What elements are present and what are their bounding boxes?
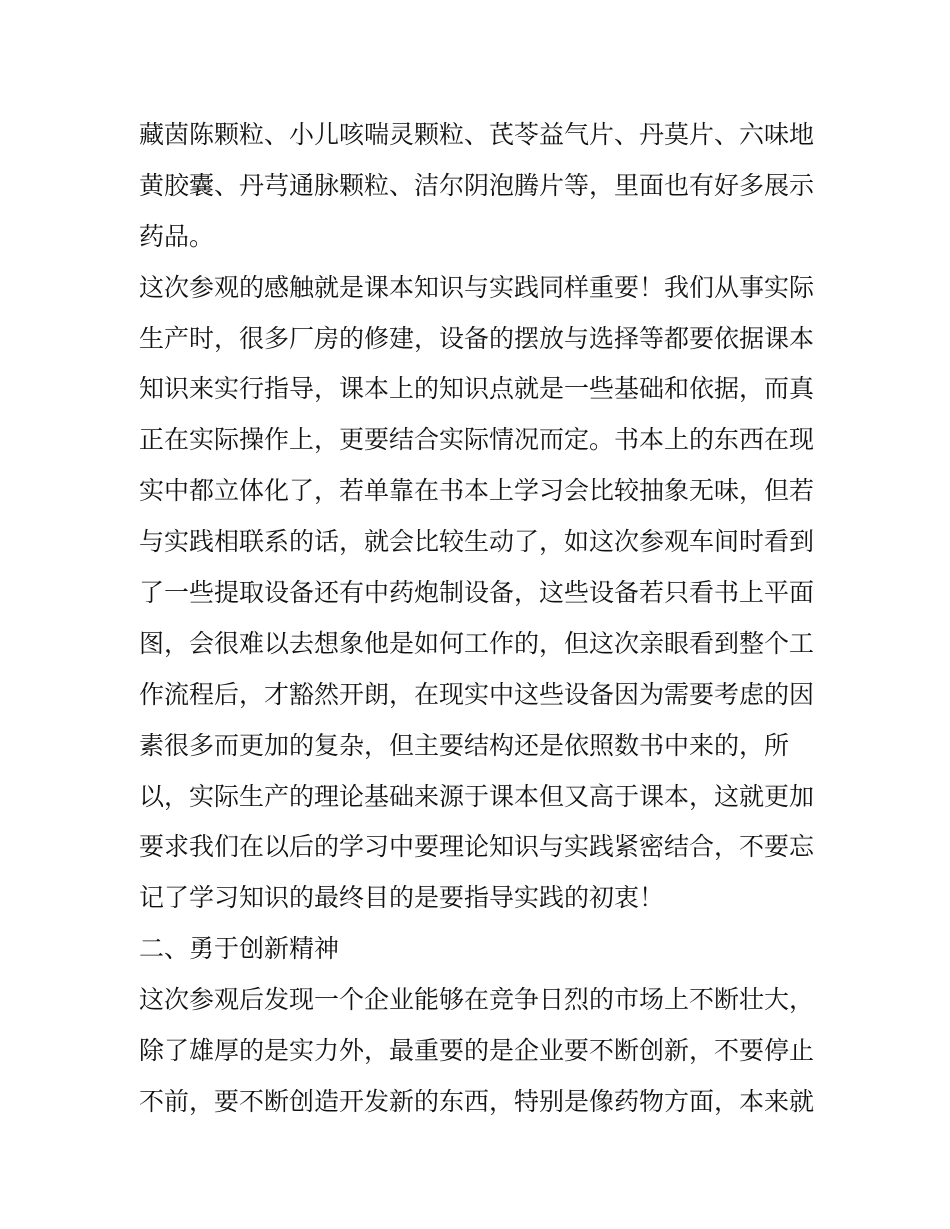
text-line: 生产时，很多厂房的修建，设备的摆放与选择等都要依据课本 [139,323,815,353]
section-heading: 二、勇于创新精神 [139,934,340,964]
body-text [139,110,819,1128]
text-line: 这次参观的感触就是课本知识与实践同样重要！我们从事实际 [139,272,815,302]
text-line: 素很多而更加的复杂，但主要结构还是依照数书中来的，所 [139,730,790,760]
text-line: 作流程后，才豁然开朗，在现实中这些设备因为需要考虑的因 [139,679,815,709]
text-line: 藏茵陈颗粒、小儿咳喘灵颗粒、芪苓益气片、丹莫片、六味地 [139,120,815,149]
text-line: 要求我们在以后的学习中要理论知识与实践紧密结合，不要忘 [139,832,815,862]
text-line: 这次参观后发现一个企业能够在竞争日烈的市场上不断壮大， [139,985,815,1015]
text-line: 与实践相联系的话，就会比较生动了，如这次参观车间时看到 [139,527,815,557]
text-line: 实中都立体化了，若单靠在书本上学习会比较抽象无味，但若 [139,476,815,506]
text-line: 记了学习知识的最终目的是要指导实践的初衷！ [139,883,665,913]
text-line: 除了雄厚的是实力外，最重要的是企业要不断创新，不要停止 [139,1036,815,1066]
text-line: 了一些提取设备还有中药炮制设备，这些设备若只看书上平面 [139,578,815,608]
text-line: 正在实际操作上，更要结合实际情况而定。书本上的东西在现 [139,425,815,455]
text-line: 图，会很难以去想象他是如何工作的，但这次亲眼看到整个工 [139,628,815,658]
text-line: 以，实际生产的理论基础来源于课本但又高于课本，这就更加 [139,781,815,811]
text-line: 知识来实行指导，课本上的知识点就是一些基础和依据，而真 [139,374,815,404]
text-line: 不前，要不断创造开发新的东西，特别是像药物方面，本来就 [139,1086,815,1116]
text-line: 黄胶囊、丹芎通脉颗粒、洁尔阴泡腾片等，里面也有好多展示 [139,170,815,200]
text-line: 药品。 [139,221,215,251]
